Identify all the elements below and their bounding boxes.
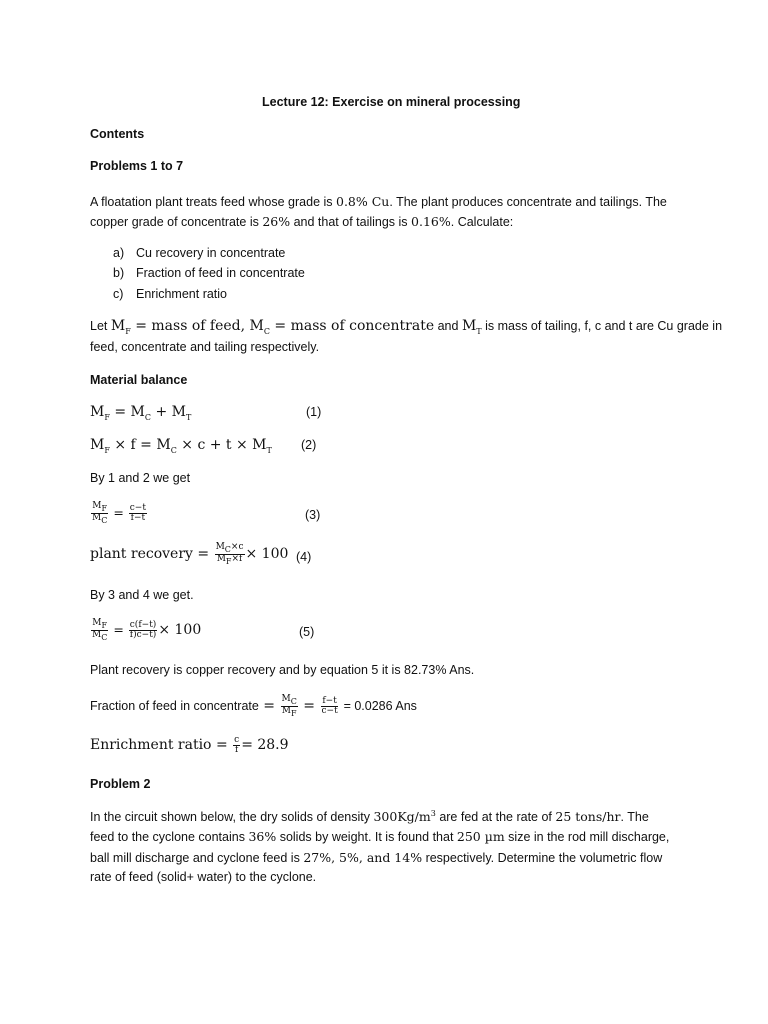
problems-range-heading: Problems 1 to 7 [90, 159, 184, 173]
list-item: Enrichment ratio [136, 287, 228, 301]
by-1-2-text: By 1 and 2 we get [90, 471, 191, 485]
material-balance-heading: Material balance [90, 373, 188, 387]
problem2-line1: In the circuit shown below, the dry solids of density $300Kg/m^3$ are fed at the rate of 25 tons/hr. The [90, 809, 649, 825]
definitions-line2: feed, concentrate and tailing respectively. [90, 340, 320, 354]
recovery-statement: Plant recovery is copper recovery and by equation 5 it is 82.73% Ans. [90, 663, 475, 677]
list-item: c) [113, 287, 124, 301]
definitions-line1: Let $M_F$ = mass of feed, $M_C$ = mass of concentrate and $M_T$ is mass of tailing, f, c and t are Cu grade in [90, 318, 723, 336]
list-item: Fraction of feed in concentrate [136, 266, 305, 280]
equation-1: $M_F = M_C + M_T$ [90, 404, 192, 422]
contents-heading: Contents [90, 127, 145, 141]
problem1-statement: A floatation plant treats feed whose grade is 0.8% Cu. The plant produces concentrate and tailings. The copper grade of concentrate is 26% and that of tailings is 0.16%. Calculate: [90, 194, 667, 229]
page-title: Lecture 12: Exercise on mineral processing [262, 95, 521, 109]
problem2-line2: feed to the cyclone contains 36% solids by weight. It is found that 250 µm size in the rod mill discharge, [90, 829, 670, 844]
equation-2: $M_F \times f = M_C \times c + t \times M_T$ [90, 437, 272, 455]
by-3-4-text: By 3 and 4 we get. [90, 588, 194, 602]
equation-3: $\frac{M_F}{M_C}$ = $\frac{c-t}{f-t}$ [92, 501, 146, 525]
equation-3-number: (3) [305, 508, 321, 522]
problem2-line4: rate of feed (solid+ water) to the cyclone. [90, 870, 317, 884]
equation-2-number: (2) [301, 438, 317, 452]
problem2-line3: ball mill discharge and cyclone feed is 27%, 5%, and 14% respectively. Determine the volumetric flow [90, 850, 663, 865]
list-item: a) [113, 246, 125, 260]
equation-1-number: (1) [306, 405, 322, 419]
equation-5-number: (5) [299, 625, 315, 639]
enrichment-ratio-line: Enrichment ratio = $\frac{c}{f}$ = 28.9 [90, 735, 289, 756]
equation-4: plant recovery = $\frac{M_C\times c}{M_F\times f}$ × 100 [90, 542, 289, 566]
fraction-of-feed-line: Fraction of feed in concentrate = $\frac{M_C}{M_F}$ = $\frac{f-t}{c-t}$ = 0.0286 Ans [90, 694, 417, 718]
problem2-heading: Problem 2 [90, 777, 151, 791]
equation-5: $\frac{M_F}{M_C}$ = $\frac{c(f-t)}{f)c-t)}$ × 100 [92, 618, 202, 642]
list-item: Cu recovery in concentrate [136, 246, 286, 260]
equation-4-number: (4) [296, 550, 312, 564]
list-item: b) [113, 266, 125, 280]
